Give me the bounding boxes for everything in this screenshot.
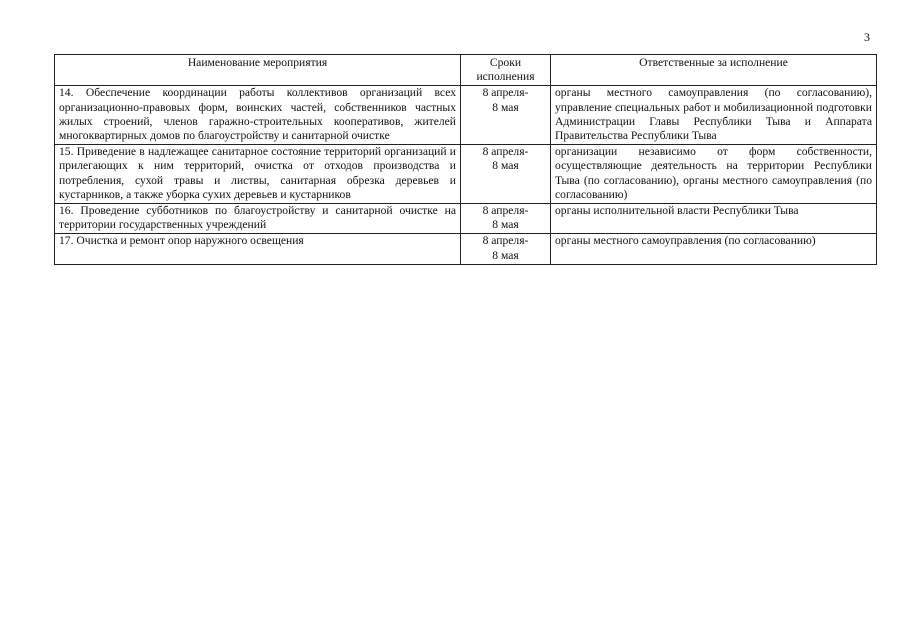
measure-dates <box>461 145 551 204</box>
page-number: 3 <box>864 30 870 44</box>
header-dates: Сроки исполнения <box>461 55 551 86</box>
measure-name: 16. Проведение субботников по благоустройству и санитарной очистке на территории государственных учреждений <box>55 204 461 234</box>
date-to: 8 мая <box>492 248 519 262</box>
measure-name: 17. Очистка и ремонт опор наружного освещения <box>55 234 461 264</box>
header-name: Наименование мероприятия <box>55 55 461 86</box>
measure-dates <box>461 234 551 264</box>
measure-responsible: органы местного самоуправления (по согласованию), управление специальных работ и мобилизационной подготовки Администрации Главы Республики Тыва и Аппарата Правительства Республики Тыва <box>551 86 877 145</box>
date-to: 8 мая <box>492 159 519 173</box>
measure-responsible: органы местного самоуправления (по согласованию) <box>551 234 877 264</box>
date-to: 8 мая <box>492 100 519 114</box>
table-header-row <box>55 55 877 86</box>
date-to: 8 мая <box>492 218 519 232</box>
measure-name: 15. Приведение в надлежащее санитарное состояние территорий организаций и прилегающих к ним территорий, очистка от отходов производства и потребления, сухой травы и листвы, санитарная обрезка деревьев и кустарников, а также уборка сухих деревьев и кустарников <box>55 145 461 204</box>
measure-name: 14. Обеспечение координации работы коллективов организаций всех организационно-правовых форм, воинских частей, собственников частных жилых строений, членов гаражно-строительных кооперативов, жителей многоквартирных домов по благоустройству и санитарной очистке <box>55 86 461 145</box>
measure-dates <box>461 204 551 234</box>
table-row <box>55 145 877 204</box>
measure-dates <box>461 86 551 145</box>
date-from: 8 апреля- <box>482 86 529 100</box>
date-from: 8 апреля- <box>482 145 529 159</box>
date-from: 8 апреля- <box>482 204 529 218</box>
measure-responsible: организации независимо от форм собственности, осуществляющие деятельность на территории Республики Тыва (по согласованию), органы местного самоуправления (по согласованию) <box>551 145 877 204</box>
measure-responsible: органы исполнительной власти Республики Тыва <box>551 204 877 234</box>
table-row <box>55 234 877 264</box>
measures-table <box>54 54 877 265</box>
date-from: 8 апреля- <box>482 234 529 248</box>
table-row <box>55 204 877 234</box>
table-row <box>55 86 877 145</box>
header-responsible: Ответственные за исполнение <box>551 55 877 86</box>
